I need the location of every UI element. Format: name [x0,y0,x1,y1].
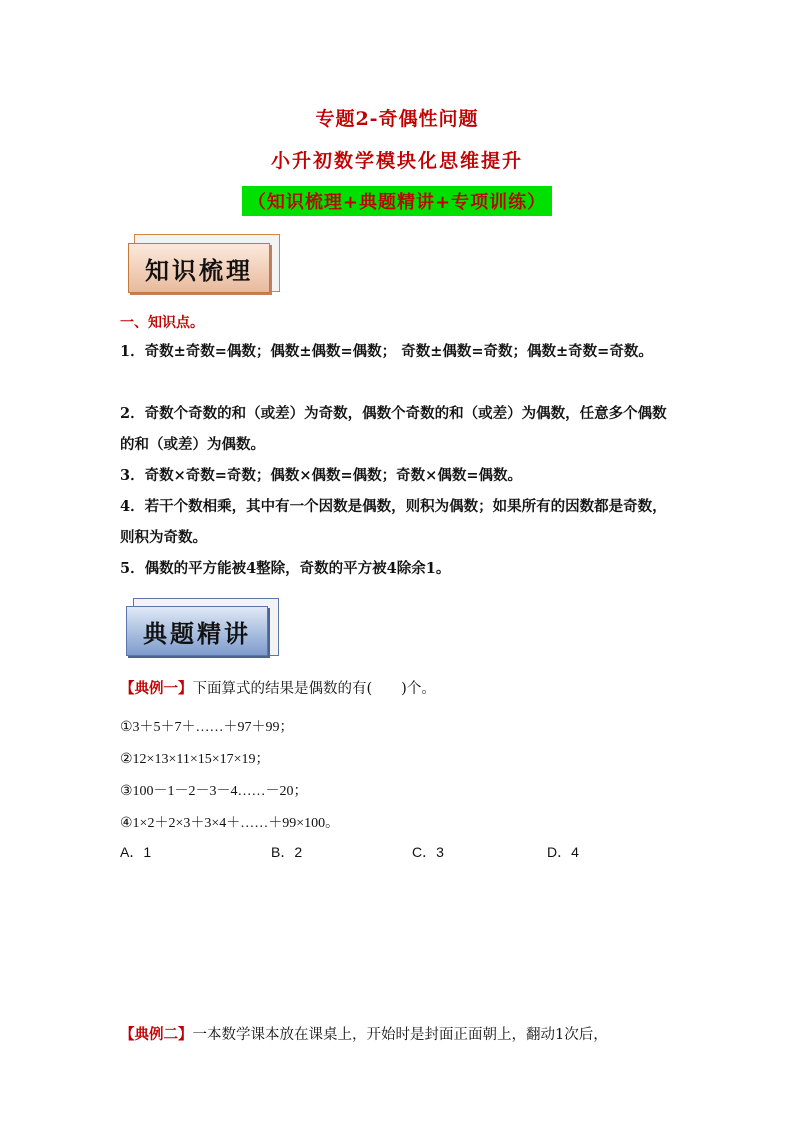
document-title: 专题2-奇偶性问题 [315,108,479,130]
choice-a: A．1 [120,844,152,860]
examples-banner-label: 典题精讲 [143,618,251,648]
knowledge-banner [128,243,270,293]
equation-1: ①3＋5＋7＋……＋97＋99； [120,720,294,735]
choice-d: D．4 [547,844,579,860]
equation-4: ④1×2＋2×3＋3×4＋……＋99×100。 [120,816,340,831]
example-two-tag: 【典例二】 [120,1026,193,1043]
knowledge-item-5: 5．偶数的平方能被4整除，奇数的平方被4除余1。 [120,560,451,577]
knowledge-item-4: 4．若干个数相乘，其中有一个因数是偶数，则积为偶数；如果所有的因数都是奇数，则积为奇数。 [120,498,667,546]
example-one-question [120,679,436,699]
document-subtitle: 小升初数学模块化思维提升 [270,150,523,172]
examples-banner [126,606,268,656]
example-one-tag: 【典例一】 [120,680,193,697]
knowledge-item-2: 2．奇数个奇数的和（或差）为奇数，偶数个奇数的和（或差）为偶数，任意多个偶数的和（或差）为偶数。 [120,405,667,453]
knowledge-banner-label: 知识梳理 [145,255,253,285]
tagline-wrapper [0,186,794,216]
knowledge-item-3: 3．奇数×奇数=奇数；偶数×偶数=偶数；奇数×偶数=偶数。 [120,467,522,484]
document-tagline: （知识梳理+典题精讲+专项训练） [242,186,552,216]
knowledge-item-1: 1．奇数±奇数=偶数；偶数±偶数=偶数； 奇数±偶数=奇数；偶数±奇数=奇数。 [120,343,653,360]
example-two-question [120,1025,680,1045]
example-two-text: 一本数学课本放在课桌上，开始时是封面正面朝上，翻动1次后， [192,1027,608,1043]
choice-b: B．2 [271,844,303,860]
example-one-text: 下面算式的结果是偶数的有( )个。 [192,681,436,697]
equation-2: ②12×13×11×15×17×19； [120,752,270,767]
equation-3: ③100－1－2－3－4……－20； [120,784,308,799]
knowledge-heading: 一、知识点。 [120,315,204,331]
choice-c: C．3 [412,844,444,860]
